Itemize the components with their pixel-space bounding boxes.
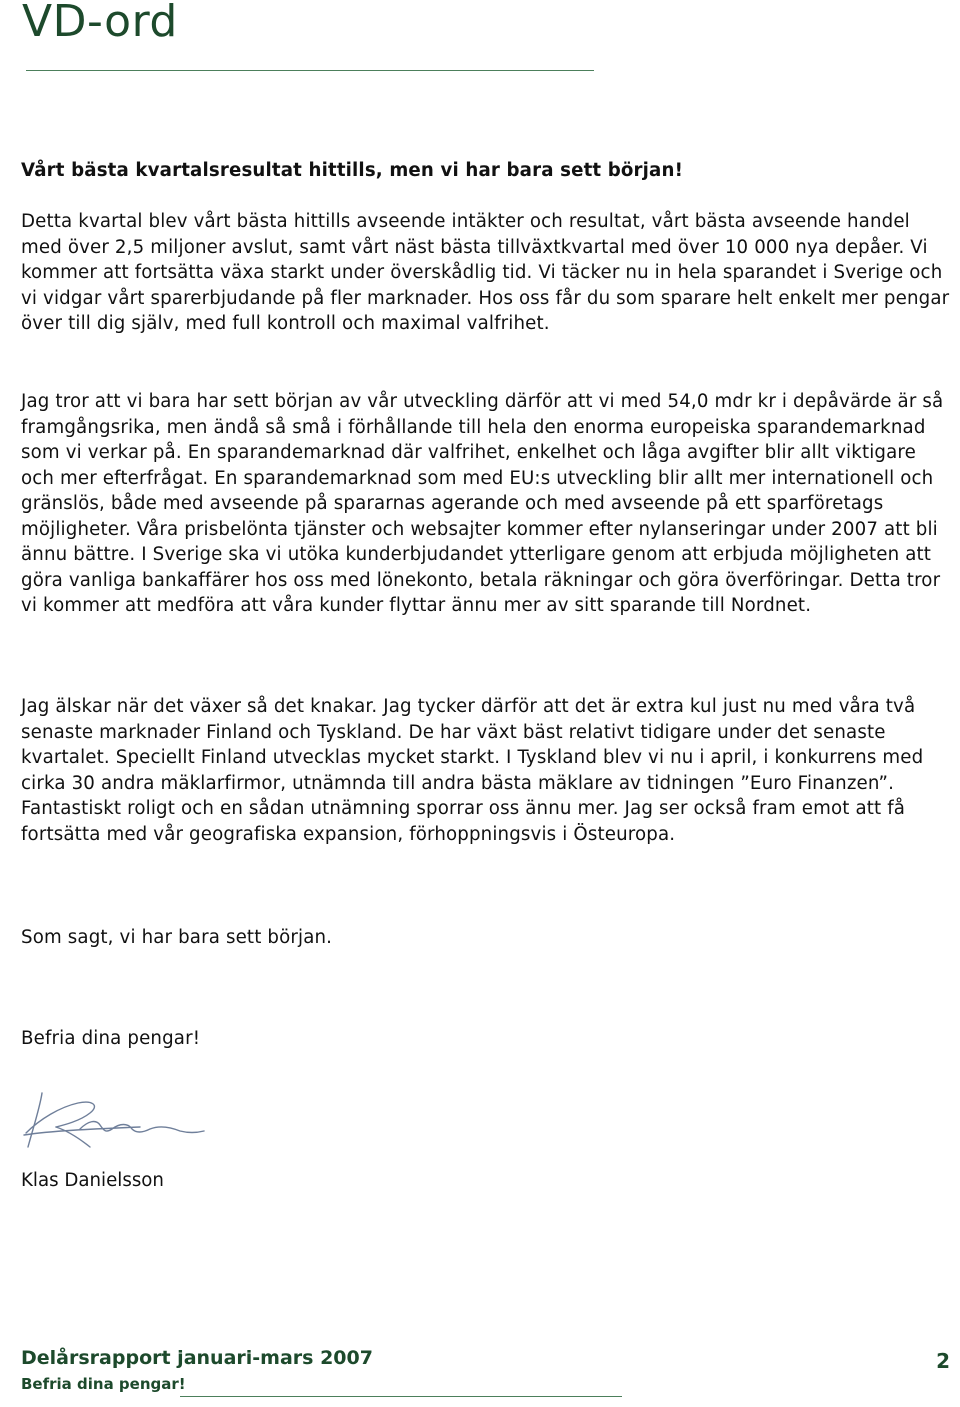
page-title: VD-ord	[22, 0, 178, 47]
closing-line: Som sagt, vi har bara sett början.	[21, 927, 333, 948]
motto-line: Befria dina pengar!	[21, 1028, 201, 1049]
handwritten-signature	[20, 1085, 210, 1165]
footer-tagline: Befria dina pengar!	[21, 1375, 186, 1393]
title-divider	[26, 70, 594, 71]
paragraph-3: Jag älskar när det växer så det knakar. Jag tycker därför att det är extra kul just nu med våra två senaste marknader Finland och Tyskland. De har växt bäst relativt tidigare under det senaste kvartalet. Speciellt Finland utvecklas mycket starkt. I Tyskland blev vi nu i april, i konkurrens med cirka 30 andra mäklarfirmor, utnämnda till andra bästa mäklare av tidningen ”Euro Finanzen”. Fantastiskt roligt och en sådan utnämning sporrar oss ännu mer. Jag ser också fram emot att få fortsätta med vår geografiska expansion, förhoppningsvis i Östeuropa.	[21, 696, 924, 845]
paragraph-1: Detta kvartal blev vårt bästa hittills avseende intäkter och resultat, vårt bästa avseende handel med över 2,5 miljoner avslut, samt vårt näst bästa tillväxtkvartal med över 10 000 nya depåer. Vi kommer att fortsätta växa starkt under överskådlig tid. Vi täcker nu in hela sparandet i Sverige och vi vidgar vårt sparerbjudande på fler marknader. Hos oss får du som sparare helt enkelt mer pengar över till dig själv, med full kontroll och maximal valfrihet.	[21, 211, 950, 334]
page-number: 2	[936, 1349, 950, 1373]
lead-heading: Vårt bästa kvartalsresultat hittills, men vi har bara sett början!	[21, 160, 684, 181]
footer-divider	[180, 1396, 622, 1397]
footer-report-title: Delårsrapport januari-mars 2007	[21, 1347, 373, 1369]
signer-name: Klas Danielsson	[21, 1170, 164, 1191]
paragraph-2: Jag tror att vi bara har sett början av vår utveckling därför att vi med 54,0 mdr kr i depåvärde är så framgångsrika, men ändå så små i förhållande till hela den enorma europeiska sparandemarknad som vi verkar på. En sparandemarknad där valfrihet, enkelhet och låga avgifter blir allt viktigare och mer efterfrågat. En sparandemarknad som med EU:s utveckling blir allt mer internationell och gränslös, både med avseende på spararnas agerande och med avseende på ett sparföretags möjligheter. Våra prisbelönta tjänster och websajter kommer efter nylanseringar under 2007 att bli ännu bättre. I Sverige ska vi utöka kunderbjudandet ytterligare genom att erbjuda möjligheten att göra vanliga bankaffärer hos oss med lönekonto, betala räkningar och göra överföringar. Detta tror vi kommer att medföra att våra kunder flyttar ännu mer av sitt sparande till Nordnet.	[21, 391, 944, 616]
